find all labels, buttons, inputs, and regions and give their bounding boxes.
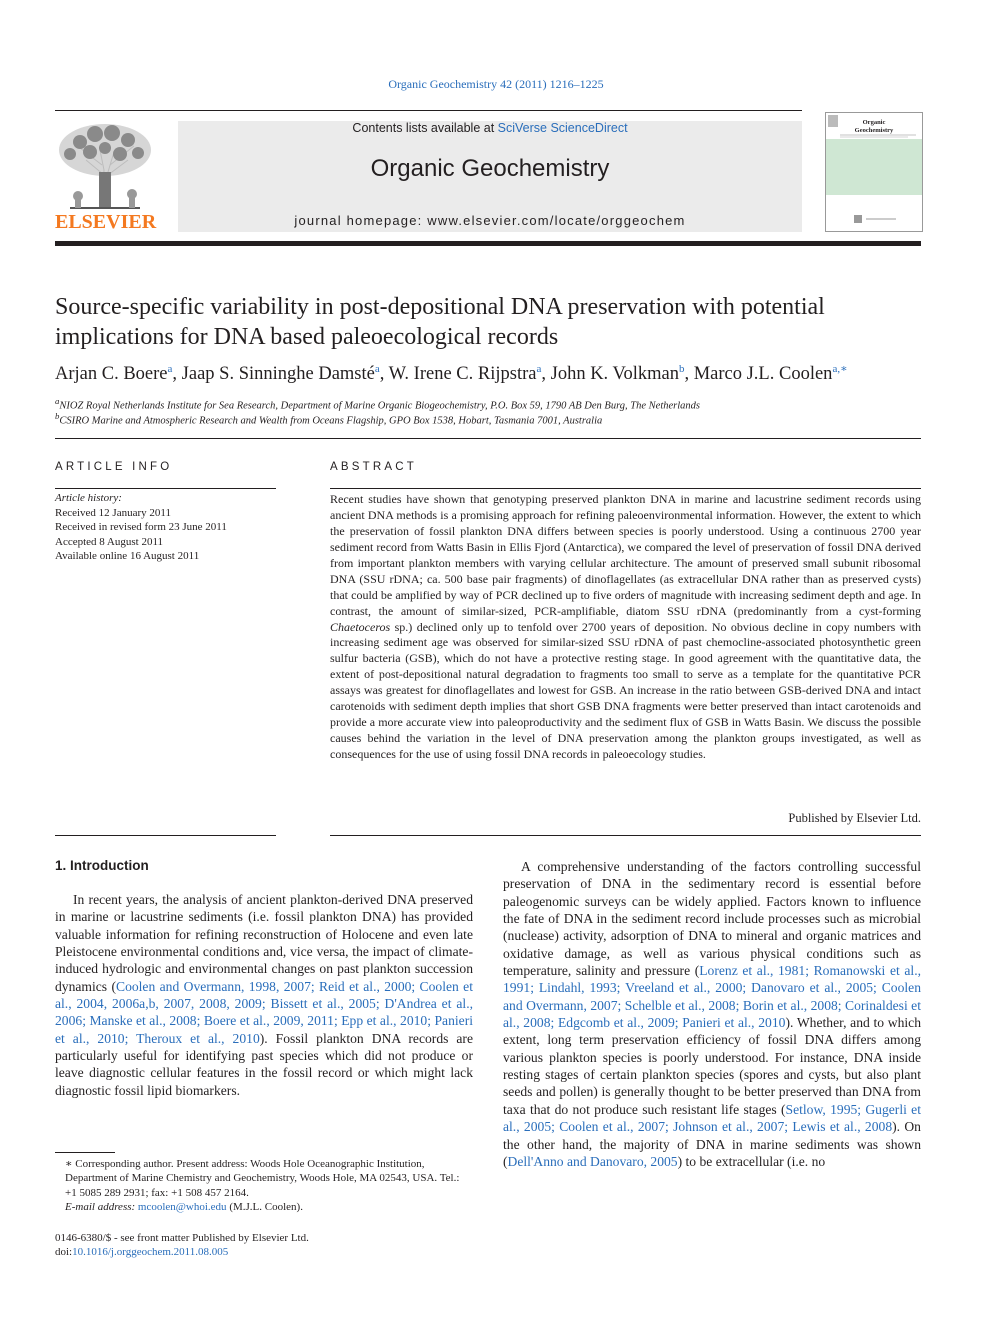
- affiliation-b: $^b$CSIRO Marine and Atmospheric Research and Wealth from Oceans Flagship, GPO Box 1538, Hobart, Tasmania 7001, Australia: [55, 411, 603, 427]
- abstract-heading: ABSTRACT: [330, 461, 417, 473]
- author-name[interactable]: Marco J.L. Coolen: [693, 364, 833, 385]
- section-heading-introduction: 1. Introduction: [55, 858, 149, 873]
- header-rule: [55, 110, 802, 111]
- journal-citation[interactable]: Organic Geochemistry 42 (2011) 1216–1225: [388, 77, 604, 91]
- intro-right-column: A comprehensive understanding of the factors controlling successful preservation of DNA in the sedimentary record is essential before paleogenomic surveys can be widely applied. Factors known to influence the fate of DNA in the sediment record include processes such as microbial (nuclease) activity, adsorption of DNA to mineral and organic matrices and oxidative damage, as well as various physical conditions such as temperature, salinity and pressure (Lorenz et al., 1981; Romanowski et al., 1991; Lindahl, 1993; Vreeland et al., 2000; Danovaro et al., 2005; Coolen and Overmann, 2007; Schelble et al., 2008; Borin et al., 2008; Corinaldesi et al., 2008; Edgcomb et al., 2009; Panieri et al., 2010). Whether, and to which extent, long term preservation efficiency of fossil DNA differs among various plankton species is poorly understood. For instance, DNA inside resting stages of certain plankton species (spores and cysts, but also plant seeds and pollen) is generally thought to be better preserved than DNA from taxa that do not produce such resistant life stages (Setlow, 1995; Gugerli et al., 2005; Coolen et al., 2007; Johnson et al., 2007; Lewis et al., 2008). On the other hand, the majority of DNA in marine sediments was shown (Dell'Anno and Danovaro, 2005) to be extracellular (i.e. no: [503, 859, 921, 1169]
- affiliation-a: $^a$NIOZ Royal Netherlands Institute for Sea Research, Department of Marine Organic Biogeochemistry, P.O. Box 59, 1790 AB Den Burg, The Netherlands: [55, 396, 700, 412]
- author-list: Arjan C. Boere$^a$, Jaap S. Sinninghe Damsté$^a$, W. Irene C. Rijpstra$^a$, John K. Volkman$^b$, Marco J.L. Coolen$^{a,∗}$: [55, 363, 848, 385]
- author-affiliation-mark[interactable]: a,∗: [832, 363, 848, 375]
- history-received: Received 12 January 2011: [55, 506, 171, 519]
- article-info-rule-top: [55, 488, 276, 489]
- published-by: Published by Elsevier Ltd.: [788, 811, 921, 825]
- header-thick-rule: [55, 241, 921, 246]
- article-info-heading: ARTICLE INFO: [55, 461, 173, 473]
- author-name[interactable]: W. Irene C. Rijpstra: [388, 364, 537, 385]
- author-affiliation-mark[interactable]: a: [374, 363, 380, 375]
- author-name[interactable]: John K. Volkman: [550, 364, 679, 385]
- reference-links[interactable]: Setlow, 1995; Gugerli et al., 2005; Coolen et al., 2007; Johnson et al., 2007; Lewis et al., 2008: [503, 1101, 921, 1135]
- intro-left-column: In recent years, the analysis of ancient plankton-derived DNA preserved in marine or lacustrine sediments (i.e. fossil plankton DNA) has provided valuable information for refining reconstruction of Holocene and even late Pleistocene environmental conditions and, vice versa, the impact of climate-induced hydrologic and environmental changes on past plankton succession dynamics (Coolen and Overmann, 1998, 2007; Reid et al., 2000; Coolen et al., 2004, 2006a,b, 2007, 2008, 2009; Bissett et al., 2005; D'Andrea et al., 2006; Manske et al., 2008; Boere et al., 2009, 2011; Epp et al., 2010; Panieri et al., 2010; Theroux et al., 2010). Fossil plankton DNA records are particularly useful for identifying past species which did not produce or leave diagnostic cellular features in the fossil record or which might lack diagnostic fossil lipid biomarkers.: [55, 892, 473, 1098]
- contents-line: [178, 121, 802, 135]
- author-affiliation-mark[interactable]: b: [678, 363, 685, 375]
- doi-line: doi:10.1016/j.orggeochem.2011.08.005: [55, 1246, 229, 1259]
- reference-links[interactable]: Coolen and Overmann, 1998, 2007; Reid et al., 2000; Coolen et al., 2004, 2006a,b, 2007, 2008, 2009; Bissett et al., 2005; D'Andrea et al., 2006; Manske et al., 2008; Boere et al., 2009, 2011; Epp et al., 2010; Panieri et al., 2010; Theroux et al., 2010: [55, 978, 473, 1046]
- cover-title-line2: Geochemistry: [854, 127, 894, 134]
- reference-links[interactable]: Dell'Anno and Danovaro, 2005: [507, 1153, 678, 1169]
- abstract-rule-bottom: [330, 835, 921, 836]
- issn-line: 0146-6380/$ - see front matter Published by Elsevier Ltd.: [55, 1232, 309, 1244]
- cover-title-line1: Organic: [862, 119, 886, 126]
- journal-homepage[interactable]: journal homepage: www.elsevier.com/locate/orggeochem: [294, 213, 686, 228]
- history-online: Available online 16 August 2011: [55, 550, 200, 563]
- history-accepted: Accepted 8 August 2011: [55, 535, 164, 548]
- article-title: Source-specific variability in post-depositional DNA preservation with potential implications for DNA based paleoecological records: [55, 294, 825, 350]
- corresponding-author-footnote: [55, 1157, 473, 1215]
- footnote-email-line: E-mail address: mcoolen@whoi.edu (M.J.L. Coolen).: [65, 1201, 303, 1214]
- footnote-text: ∗ Corresponding author. Present address: Woods Hole Oceanographic Institution, Department of Marine Chemistry and Geochemistry, Woods Hole, MA 02543, USA. Tel.: +1 5085 289 2931; fax: +1 508 457 2164.: [65, 1158, 460, 1199]
- contents-prefix: Contents lists available at: [352, 121, 498, 135]
- doi-link[interactable]: 10.1016/j.orggeochem.2011.08.005: [72, 1246, 229, 1259]
- article-info-rule-bottom: [55, 835, 276, 836]
- issn-doi-block: [55, 1231, 309, 1260]
- author-name[interactable]: Jaap S. Sinninghe Damsté: [181, 364, 375, 385]
- journal-cover-thumbnail[interactable]: [825, 112, 923, 232]
- reference-links[interactable]: Lorenz et al., 1981; Romanowski et al., 1991; Lindahl, 1993; Vreeland et al., 2000; Danovaro et al., 2005; Coolen and Overmann, 2007; Schelble et al., 2008; Borin et al., 2008; Corinaldesi et al., 2008; Edgcomb et al., 2009; Panieri et al., 2010: [503, 963, 921, 1031]
- author-email-link[interactable]: mcoolen@whoi.edu: [137, 1201, 227, 1214]
- footnote-rule: [55, 1152, 115, 1153]
- author-affiliation-mark[interactable]: a: [167, 363, 173, 375]
- history-label: Article history:: [55, 492, 122, 504]
- author-affiliation-mark[interactable]: a: [536, 363, 542, 375]
- history-revised: Received in revised form 23 June 2011: [55, 521, 227, 534]
- sciencedirect-link[interactable]: SciVerse ScienceDirect: [497, 121, 628, 135]
- abstract-body: Recent studies have shown that genotyping preserved plankton DNA in marine and lacustrine sediment records using ancient DNA methods is a promising approach for refining paleoenvironmental information. However, the extent to which the preservation of fossil plankton DNA differs between species is poorly understood. Using a continuous 2700 year sediment record from Watts Basin in Ellis Fjord (Antarctica), we compared the level of preservation of fossil DNA derived from important plankton members with varying cellular architecture. The amount of preserved small subunit ribosomal DNA (SSU rDNA; ca. 500 base pair fragments) of dinoflagellates (as extracellular DNA rather than as preserved cysts) that could be amplified by way of PCR declined up to five orders of magnitude with increasing sediment depth and age. In contrast, the amount of similar-sized, PCR-amplifiable, diatom SSU rDNA (predominantly from a cyst-forming Chaetoceros sp.) declined only up to tenfold over 2700 years of deposition. No obvious decline in copy numbers with increasing sediment age was observed for similar-sized SSU rDNA of past chemocline-associated photosynthetic green sulfur bacteria (GSB), which do not have a protective resting stage. In good agreement with the quantitative data, the extent of post-depositional natural degradation to fragments too small to serve as a template for the quantitative PCR assays was greatest for dinoflagellates and lowest for GSB. An increase in the ratio between GSB-derived DNA and intact carotenoids with sediment depth implies that short GSB DNA fragments were better preserved than intact carotenoids and provide a more accurate view into paleoproductivity and the sediment flux of GSB in Watts Basin. We discuss the possible causes behind the variation in the level of DNA preservation among the plankton groups investigated, as well as consequences for the use of using fossil DNA records in paleoecology studies.: [330, 492, 921, 761]
- elsevier-wordmark: ELSEVIER: [55, 211, 157, 233]
- article-history: [55, 491, 276, 564]
- author-name[interactable]: Arjan C. Boere: [55, 364, 168, 385]
- journal-name: Organic Geochemistry: [370, 155, 610, 182]
- title-rule: [55, 438, 921, 439]
- abstract-rule-top: [330, 488, 921, 489]
